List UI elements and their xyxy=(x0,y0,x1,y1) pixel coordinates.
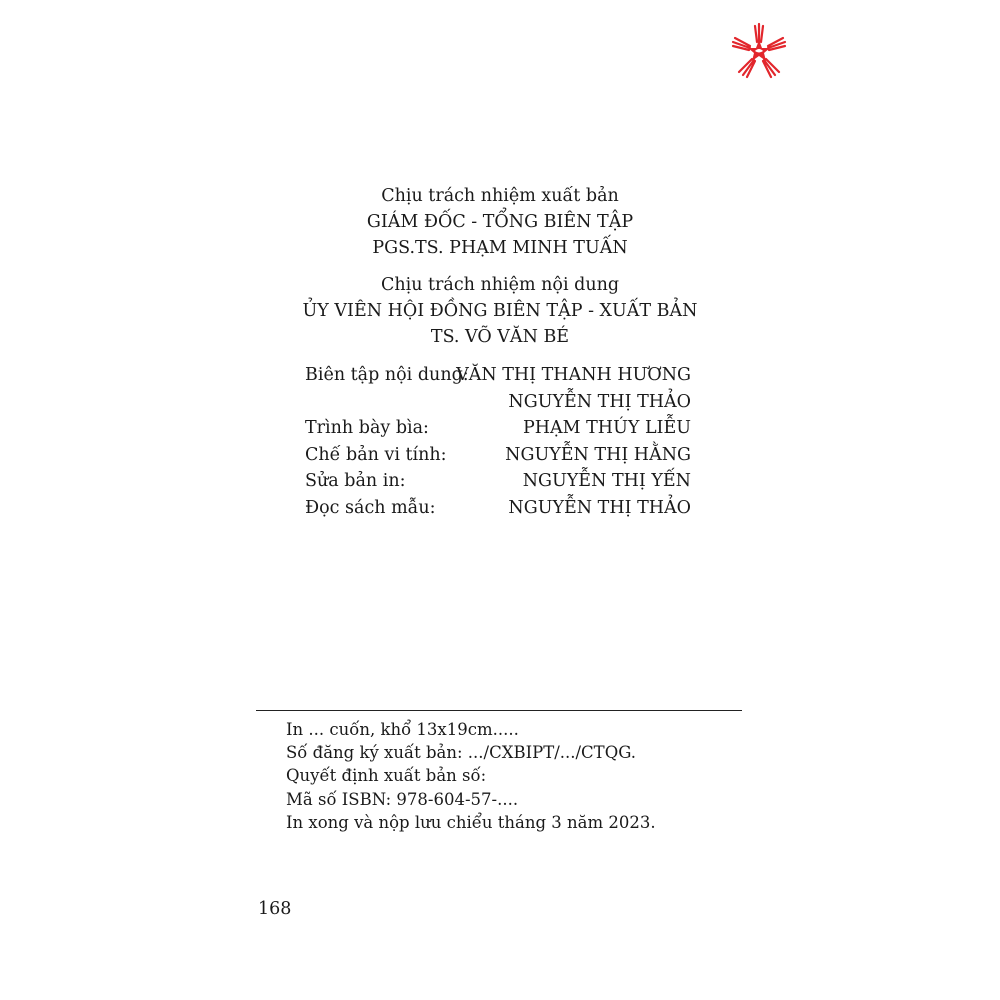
imprint-divider xyxy=(256,710,742,711)
credit-name: PHẠM THÚY LIỄU xyxy=(522,418,691,439)
credit-role: Đọc sách mẫu: xyxy=(305,497,436,518)
credit-role: Biên tập nội dung: xyxy=(305,365,469,385)
imprint-line: Số đăng ký xuất bản: .../CXBIPT/.../CTQG. xyxy=(286,743,637,763)
content-council-name: TS. VÕ VĂN BÉ xyxy=(430,327,570,347)
credit-role: Chế bản vi tính: xyxy=(305,444,447,465)
imprint-line: Mã số ISBN: 978-604-57-.... xyxy=(286,789,519,809)
page-number: 168 xyxy=(258,899,292,919)
imprint-line: In xong và nộp lưu chiểu tháng 3 năm 2023. xyxy=(286,812,656,832)
content-responsibility xyxy=(0,272,1000,350)
credit-name: NGUYỄN THỊ THẢO xyxy=(508,391,691,412)
content-responsibility-heading: Chịu trách nhiệm nội dung xyxy=(380,275,620,295)
imprint-line: In ... cuốn, khổ 13x19cm..... xyxy=(286,720,519,739)
publishing-director-name: PGS.TS. PHẠM MINH TUẤN xyxy=(372,238,628,258)
credit-name: NGUYỄN THỊ YẾN xyxy=(522,471,691,492)
imprint-block xyxy=(286,718,656,834)
credits-list xyxy=(305,362,691,522)
publishing-director-title: GIÁM ĐỐC - TỔNG BIÊN TẬP xyxy=(366,212,634,232)
credit-row xyxy=(305,442,691,469)
publishing-responsibility-heading: Chịu trách nhiệm xuất bản xyxy=(381,186,619,206)
credit-row xyxy=(305,389,691,416)
credit-row xyxy=(305,362,691,389)
credit-row xyxy=(305,468,691,495)
credit-name: VĂN THỊ THANH HƯƠNG xyxy=(456,365,691,385)
credit-role: Sửa bản in: xyxy=(305,471,406,492)
content-council-title: ỦY VIÊN HỘI ĐỒNG BIÊN TẬP - XUẤT BẢN xyxy=(302,301,698,321)
publishing-responsibility xyxy=(0,183,1000,261)
credit-row xyxy=(305,495,691,522)
credit-name: NGUYỄN THỊ HẰNG xyxy=(505,444,691,465)
credit-row xyxy=(305,415,691,442)
credit-name: NGUYỄN THỊ THẢO xyxy=(508,497,691,518)
publisher-logo-icon xyxy=(728,20,790,82)
imprint-line: Quyết định xuất bản số: xyxy=(286,766,487,786)
credit-role: Trình bày bìa: xyxy=(305,418,429,439)
